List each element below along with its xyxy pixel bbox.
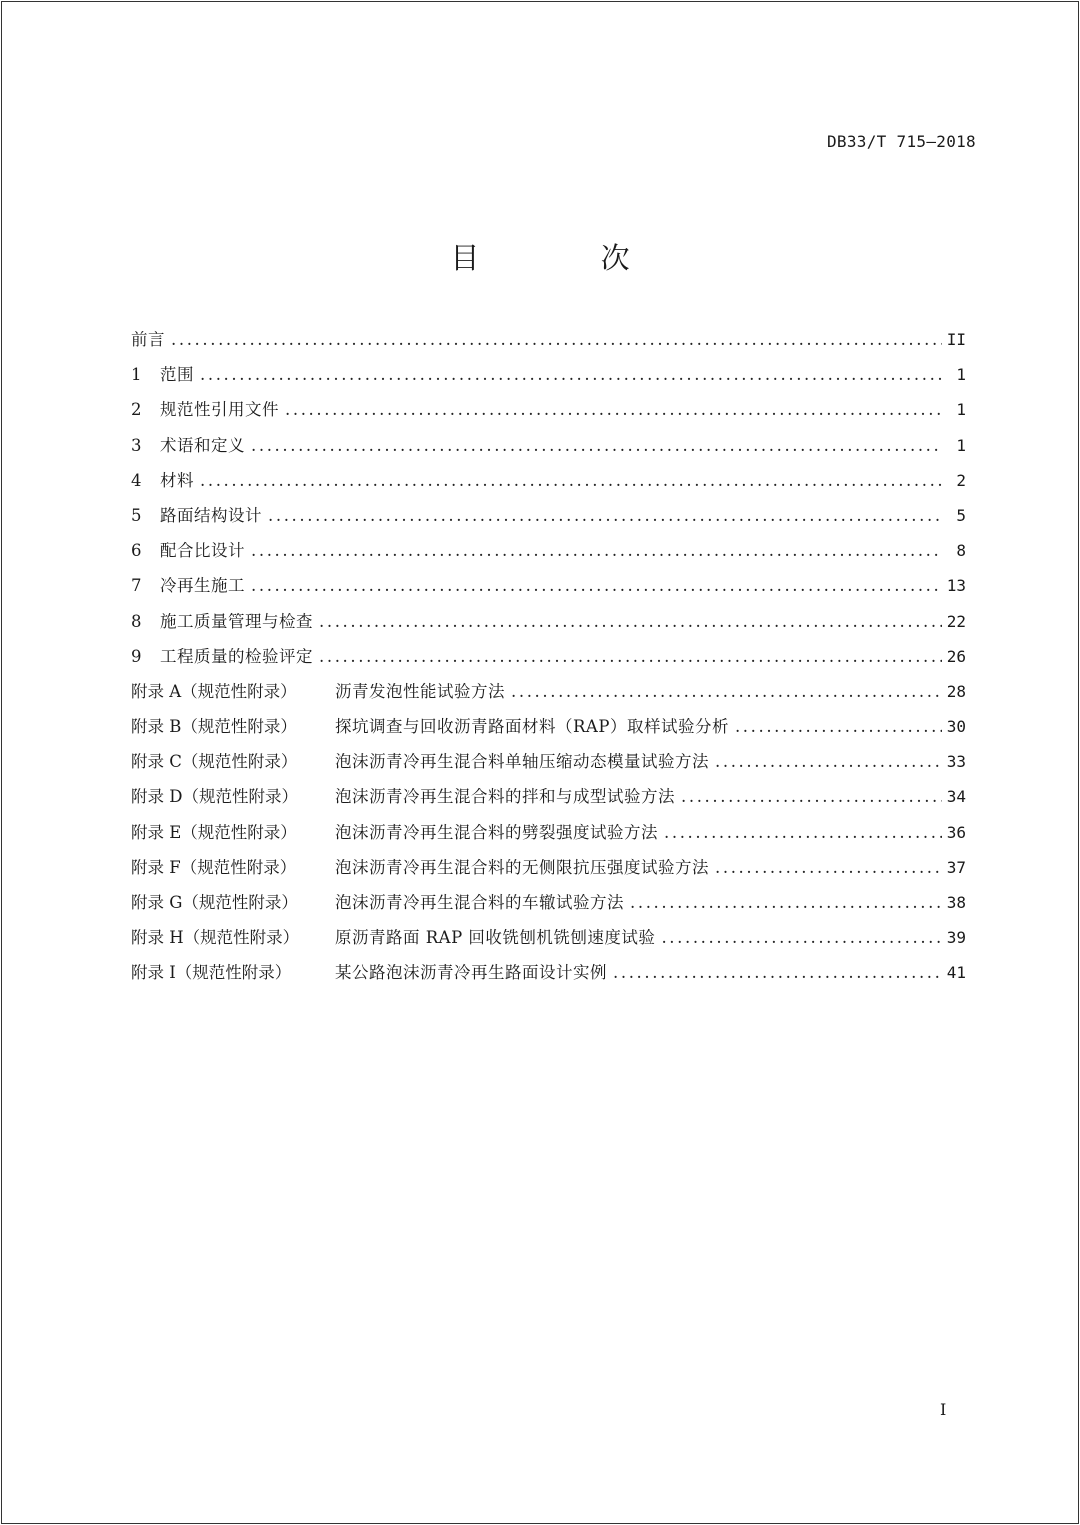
toc-entry-number: 3 [131, 435, 142, 455]
dot-leader [715, 744, 942, 779]
toc-entry-label: 泡沫沥青冷再生混合料的劈裂强度试验方法 [335, 822, 658, 842]
dot-leader [200, 463, 942, 498]
toc-entry-page: 38 [946, 893, 966, 912]
toc-entry-label: 前言 [131, 330, 165, 349]
dot-leader [715, 850, 942, 885]
toc-entry-label: 路面结构设计 [160, 505, 262, 525]
toc-entry-page: 1 [956, 365, 966, 385]
toc-entry-number: 2 [131, 400, 142, 420]
toc-entry-foreword[interactable] [131, 322, 966, 357]
toc-entry-page: 37 [946, 857, 966, 877]
toc-entry-2[interactable] [131, 392, 966, 427]
toc-entry-page: 26 [946, 646, 966, 666]
toc-entry-number: 5 [131, 505, 142, 525]
page-number: I [940, 1400, 947, 1419]
toc-entry-6[interactable] [131, 533, 966, 568]
toc-entry-number: 4 [131, 470, 142, 490]
dot-leader [613, 955, 942, 990]
dot-leader [200, 357, 942, 392]
toc-appendix-number: 附录 H（规范性附录） [131, 928, 300, 948]
toc-appendix-number: 附录 C（规范性附录） [131, 752, 298, 772]
toc-entry-page: 36 [946, 822, 966, 842]
toc-entry-7[interactable] [131, 568, 966, 603]
toc-entry-8[interactable] [131, 604, 966, 639]
toc-entry-appendix-e[interactable] [131, 815, 966, 850]
page-title: 目 次 [450, 241, 686, 275]
toc-entry-appendix-g[interactable] [131, 885, 966, 920]
toc-entry-appendix-h[interactable] [131, 920, 966, 955]
dot-leader [171, 322, 942, 357]
toc-appendix-number: 附录 A（规范性附录） [131, 681, 297, 701]
toc-entry-label: 工程质量的检验评定 [160, 646, 313, 666]
toc-entry-5[interactable] [131, 498, 966, 533]
dot-leader [285, 392, 942, 427]
toc-entry-page: 13 [946, 576, 966, 596]
toc-entry-page: 41 [946, 963, 966, 983]
dot-leader [630, 885, 942, 920]
toc-entry-page: 39 [946, 928, 966, 948]
toc-entry-page: 22 [946, 611, 966, 631]
toc-entry-page: 8 [956, 541, 966, 561]
toc-entry-appendix-d[interactable] [131, 779, 966, 814]
toc-entry-3[interactable] [131, 428, 966, 463]
table-of-contents [131, 322, 966, 991]
toc-entry-number: 7 [131, 576, 142, 596]
toc-entry-appendix-b[interactable] [131, 709, 966, 744]
toc-entry-page: 1 [956, 400, 966, 420]
dot-leader [319, 604, 942, 639]
toc-entry-label: 冷再生施工 [160, 576, 245, 596]
toc-appendix-number: 附录 F（规范性附录） [131, 857, 297, 877]
toc-entry-label: 沥青发泡性能试验方法 [335, 681, 505, 701]
toc-entry-label: 术语和定义 [160, 435, 245, 455]
dot-leader [319, 639, 942, 674]
document-code: DB33/T 715—2018 [827, 132, 976, 151]
toc-entry-label: 范围 [160, 365, 194, 385]
toc-entry-label: 规范性引用文件 [160, 400, 279, 420]
dot-leader [268, 498, 942, 533]
toc-entry-label: 泡沫沥青冷再生混合料单轴压缩动态模量试验方法 [335, 752, 709, 772]
toc-entry-number: 1 [131, 365, 142, 385]
toc-entry-page: II [946, 330, 966, 349]
dot-leader [251, 533, 942, 568]
dot-leader [735, 709, 942, 744]
toc-entry-label: 原沥青路面 RAP 回收铣刨机铣刨速度试验 [335, 928, 656, 948]
dot-leader [661, 920, 942, 955]
toc-appendix-number: 附录 E（规范性附录） [131, 822, 297, 842]
toc-entry-appendix-i[interactable] [131, 955, 966, 990]
toc-entry-appendix-c[interactable] [131, 744, 966, 779]
toc-entry-label: 探坑调查与回收沥青路面材料（RAP）取样试验分析 [335, 717, 729, 737]
toc-entry-1[interactable] [131, 357, 966, 392]
toc-entry-label: 泡沫沥青冷再生混合料的车辙试验方法 [335, 893, 624, 912]
toc-entry-page: 34 [946, 787, 966, 807]
toc-entry-label: 施工质量管理与检查 [160, 611, 313, 631]
toc-entry-9[interactable] [131, 639, 966, 674]
dot-leader [681, 779, 942, 814]
toc-entry-appendix-a[interactable] [131, 674, 966, 709]
toc-entry-4[interactable] [131, 463, 966, 498]
dot-leader [511, 674, 942, 709]
toc-entry-label: 泡沫沥青冷再生混合料的无侧限抗压强度试验方法 [335, 857, 709, 877]
toc-entry-label: 某公路泡沫沥青冷再生路面设计实例 [335, 963, 607, 983]
toc-entry-number: 6 [131, 541, 142, 561]
toc-entry-page: 5 [956, 505, 966, 525]
toc-entry-label: 配合比设计 [160, 541, 245, 561]
toc-entry-page: 30 [946, 717, 966, 737]
toc-entry-page: 2 [956, 470, 966, 490]
toc-entry-page: 28 [946, 681, 966, 701]
toc-entry-number: 8 [131, 611, 142, 631]
toc-appendix-number: 附录 I（规范性附录） [131, 963, 292, 983]
dot-leader [664, 815, 942, 850]
toc-entry-appendix-f[interactable] [131, 850, 966, 885]
dot-leader [251, 568, 942, 603]
toc-appendix-number: 附录 G（规范性附录） [131, 893, 298, 912]
toc-entry-label: 材料 [160, 470, 194, 490]
toc-appendix-number: 附录 D（规范性附录） [131, 787, 298, 807]
toc-entry-page: 33 [946, 752, 966, 772]
toc-entry-page: 1 [956, 435, 966, 455]
toc-appendix-number: 附录 B（规范性附录） [131, 717, 297, 737]
dot-leader [251, 428, 942, 463]
toc-entry-number: 9 [131, 646, 142, 666]
toc-entry-label: 泡沫沥青冷再生混合料的拌和与成型试验方法 [335, 787, 675, 807]
